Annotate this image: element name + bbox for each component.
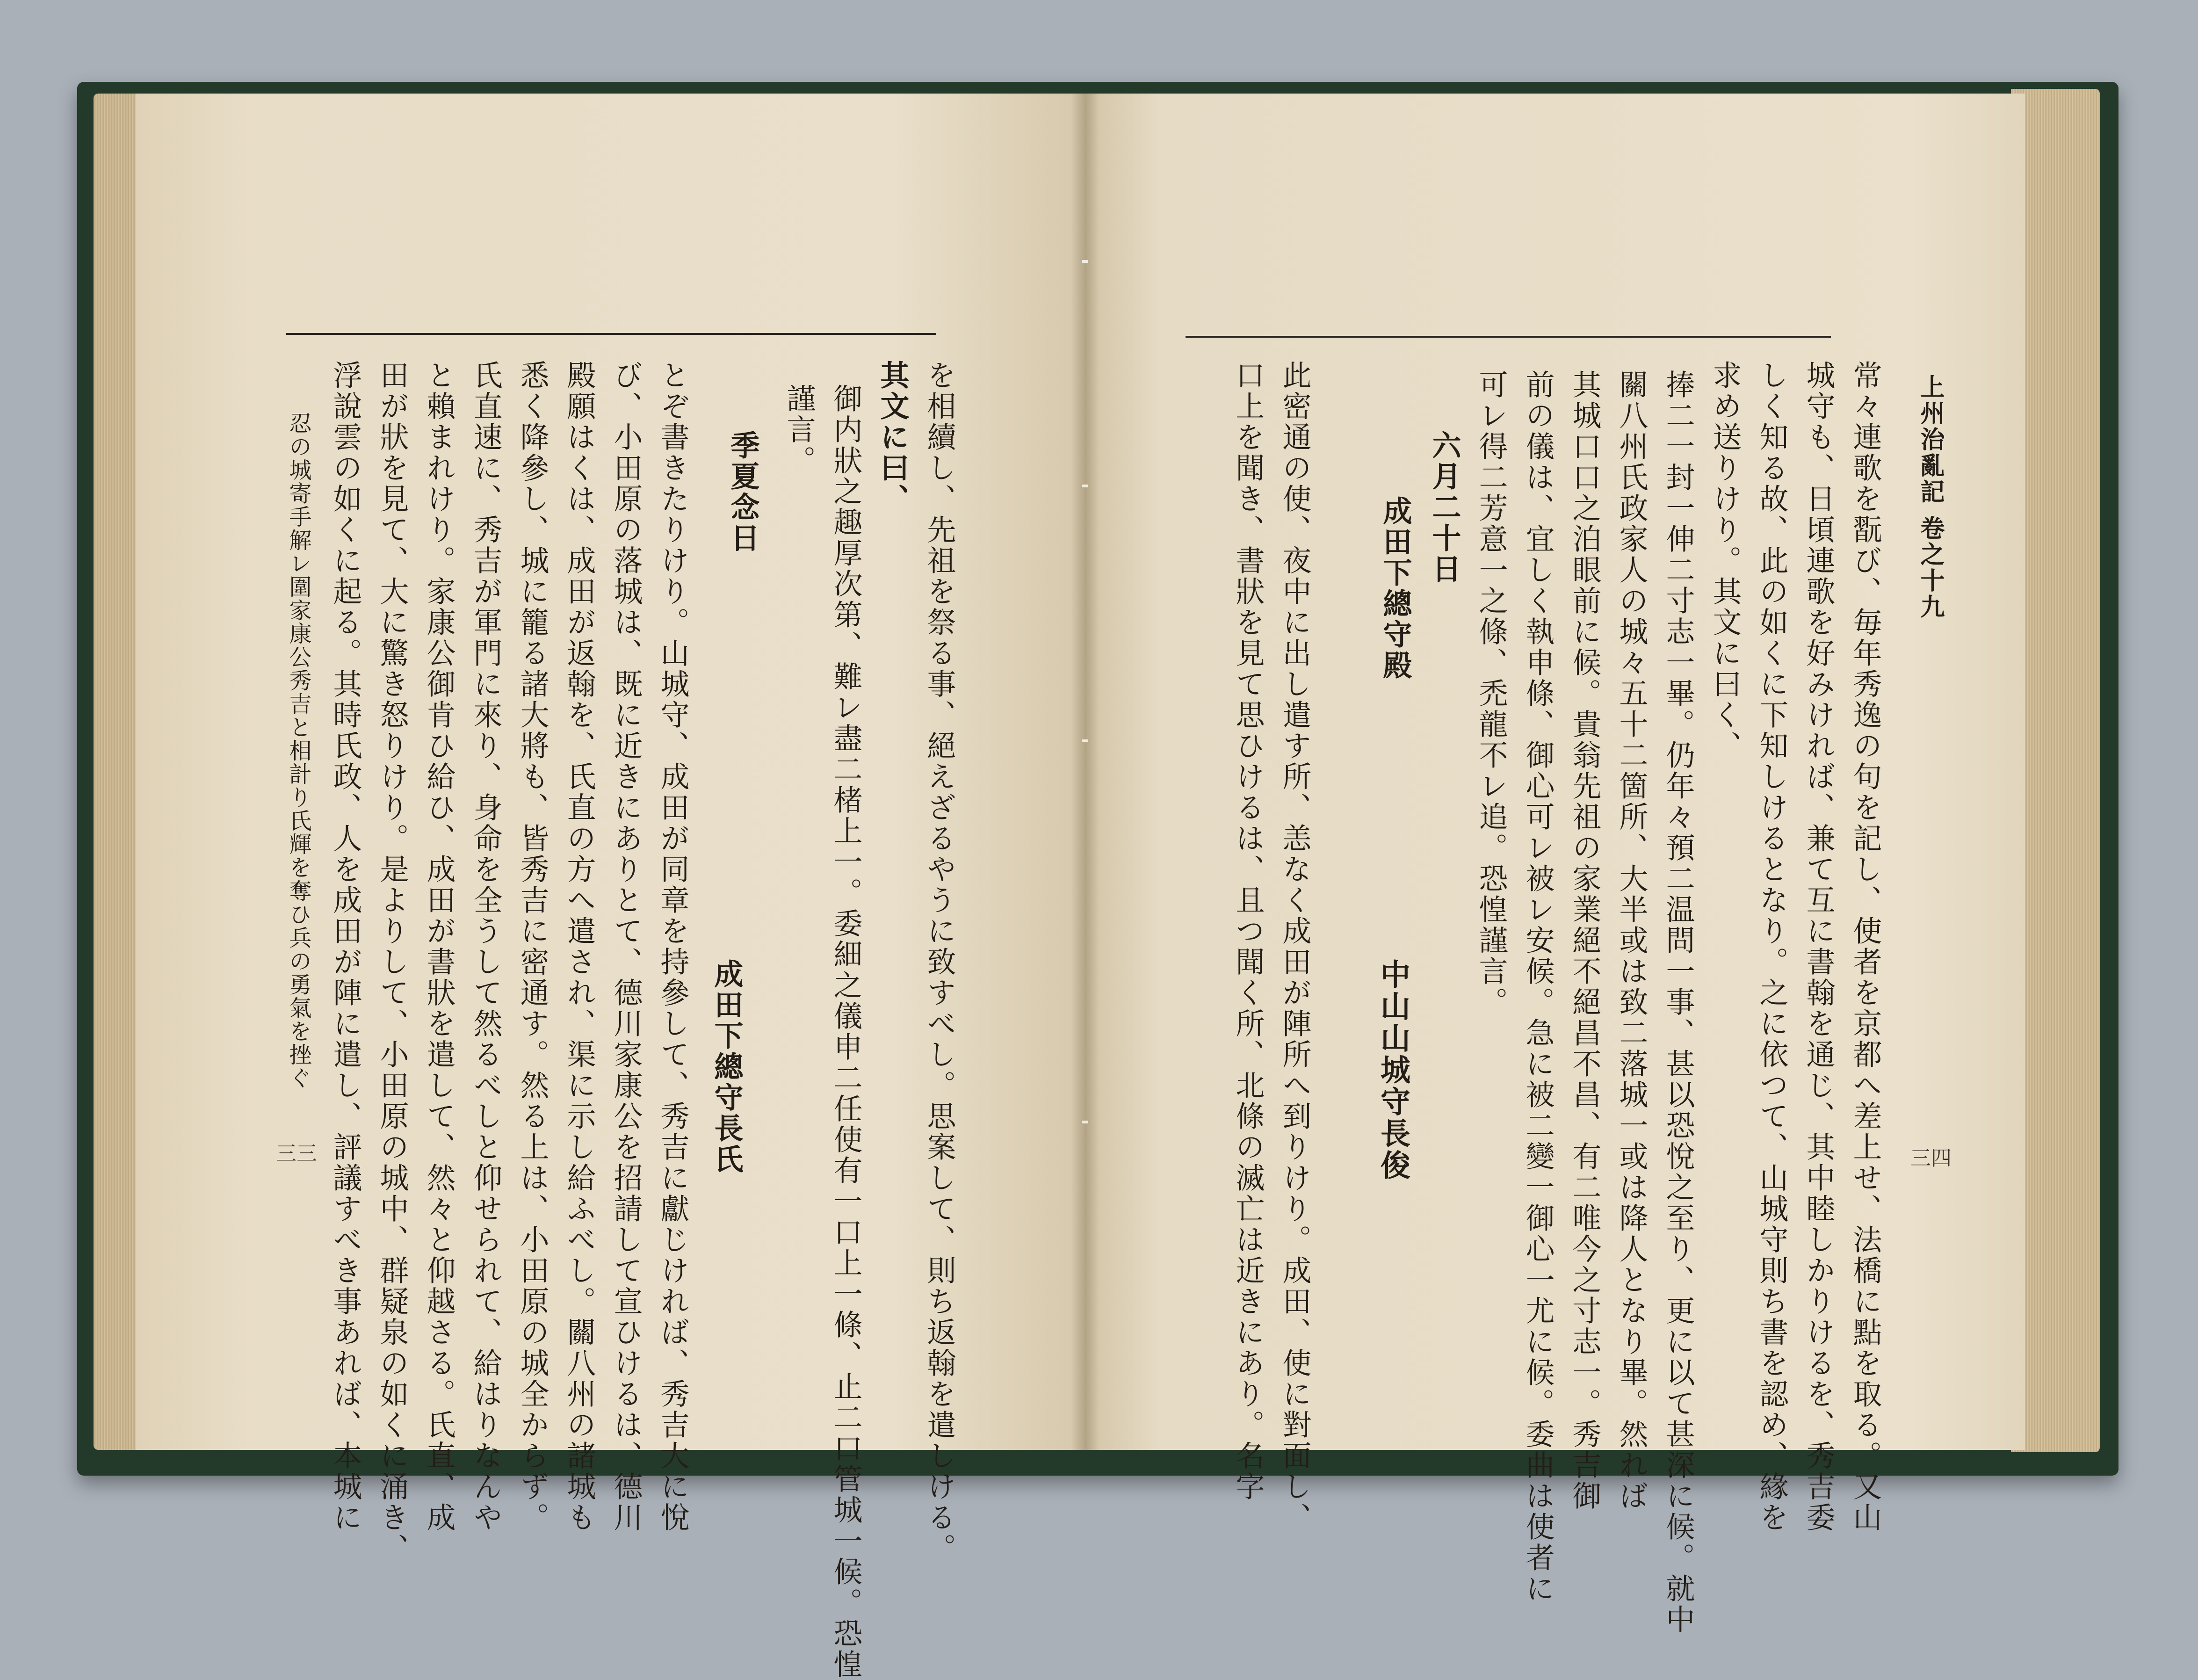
letter-addressee: 成田下總守殿 <box>1378 496 1412 681</box>
binding-stitch <box>1081 260 1089 263</box>
letter-date: 六月二十日 <box>1427 430 1461 585</box>
text-column: び、小田原の落城は、既に近きにありとて、德川家康公を招請して宣ひけるは、德川 <box>609 360 643 1533</box>
text-column: 其文に曰、 <box>875 360 910 514</box>
book-gutter <box>1071 94 1099 1450</box>
text-column: 其城口口之泊眼前に候。貴翁先祖の家業絕不絕昌不昌、有二唯今之寸志一。秀吉御 <box>1568 369 1602 1512</box>
binding-stitch <box>1081 484 1089 488</box>
text-column: 此密通の使、夜中に出し遣す所、恙なく成田が陣所へ到りけり。成田、使に對面し、 <box>1278 360 1312 1533</box>
binding-stitch <box>1081 739 1089 743</box>
text-column: を相續し、先祖を祭る事、絕えざるやうに致すべし。思案して、則ち返翰を遣しける。 <box>922 360 956 1564</box>
page-number-left: 三三 <box>276 1142 317 1166</box>
text-column: とぞ書きたりけり。山城守、成田が同章を持參して、秀吉に獻じければ、秀吉大に悅 <box>656 360 690 1533</box>
text-column: 關八州氏政家人の城々五十二箇所、大半或は致二落城一或は降人となり畢。然れば <box>1614 369 1648 1512</box>
text-column: 謹言。 <box>782 384 816 476</box>
text-column: 田が狀を見て、大に驚き怒りけり。是よりして、小田原の城中、群疑泉の如くに涌き、 <box>375 360 409 1564</box>
margin-note: 忍の城寄手解レ圍家康公秀吉と相計り氏輝を奪ひ兵の勇氣を挫ぐ <box>285 412 311 1090</box>
text-column: 常々連歌を翫び、毎年秀逸の句を記し、使者を京都へ差上せ、法橋に點を取る。又山 <box>1848 360 1882 1533</box>
running-header: 上州治亂記 卷之十九 <box>1916 374 1945 621</box>
text-column: 口上を聞き、書狀を見て思ひけるは、且つ聞く所、北條の滅亡は近きにあり。名字 <box>1231 360 1265 1502</box>
letter-signature: 中山山城守長俊 <box>1375 959 1410 1181</box>
page-number-right: 三四 <box>1910 1146 1952 1170</box>
letter-signature: 成田下總守長氏 <box>709 959 744 1175</box>
text-column: 悉く降參し、城に籠る諸大將も、皆秀吉に密通す。然る上は、小田原の城全からず。 <box>515 360 550 1533</box>
text-column: と賴まれけり。家康公御肯ひ給ひ、成田が書狀を遣して、然々と仰越さる。氏直、成 <box>422 360 456 1533</box>
letter-date: 季夏念日 <box>726 430 760 554</box>
text-column: 氏直速に、秀吉が軍門に來り、身命を全うして然るべしと仰せられて、給はりなんや <box>469 360 503 1533</box>
text-column: 浮說雲の如くに起る。其時氏政、人を成田が陣に遣し、評議すべき事あれば、本城に <box>328 360 362 1533</box>
binding-stitch <box>1081 1120 1089 1124</box>
text-column: しく知る故、此の如くに下知しけるとなり。之に依つて、山城守則ち書を認め、緣を <box>1755 360 1789 1533</box>
right-page-top-rule <box>1186 336 1831 338</box>
text-column: 求め送りけり。其文に曰く、 <box>1708 360 1742 761</box>
left-page-top-rule <box>286 333 936 335</box>
text-column: 城守も、日頃連歌を好みければ、兼て互に書翰を通じ、其中睦しかりけるを、秀吉委 <box>1801 360 1836 1533</box>
text-column: 殿願はくは、成田が返翰を、氏直の方へ遣され、渠に示し給ふべし。關八州の諸城も <box>562 360 596 1533</box>
text-column: 御内狀之趣厚次第、難レ盡二楮上一。委細之儀申二任使有一口上一條、止二口管城一候。恐惶 <box>829 384 863 1680</box>
text-column: 前の儀は、宜しく執申條、御心可レ被レ安候。急に被二變一御心一尤に候。委曲は使者に <box>1521 369 1555 1604</box>
text-column: 捧二一封一伸二寸志一畢。仍年々預二温問一事、甚以恐悅之至り、更に以て甚深に候。就中 <box>1661 369 1695 1635</box>
text-column: 可レ得二芳意一之條、禿龍不レ追。恐惶謹言。 <box>1474 369 1508 1018</box>
